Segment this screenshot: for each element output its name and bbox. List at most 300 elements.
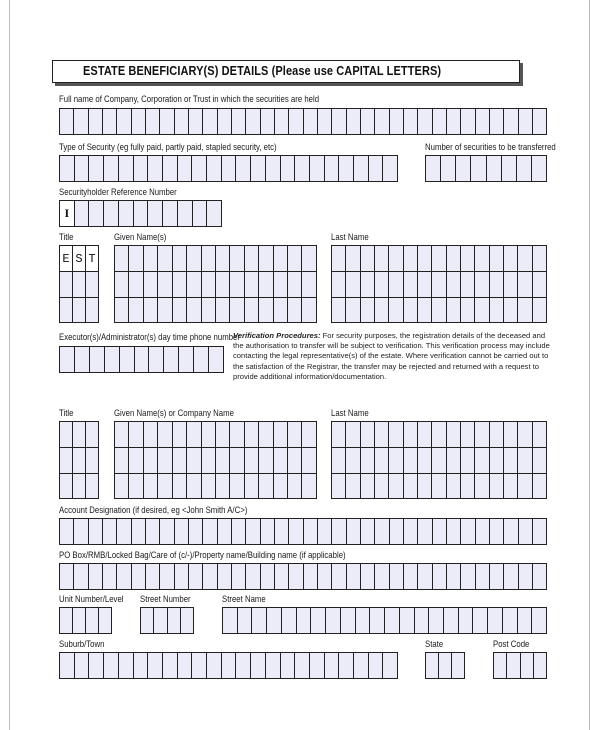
char-box[interactable] bbox=[476, 564, 490, 589]
char-box[interactable] bbox=[339, 156, 354, 181]
char-box[interactable] bbox=[189, 109, 203, 134]
char-box[interactable] bbox=[471, 156, 486, 181]
char-box[interactable] bbox=[332, 246, 346, 271]
char-box[interactable] bbox=[75, 653, 90, 678]
char-box[interactable] bbox=[490, 298, 504, 322]
char-box[interactable] bbox=[175, 109, 189, 134]
char-box[interactable] bbox=[202, 474, 216, 498]
char-box[interactable] bbox=[259, 448, 273, 472]
char-box[interactable] bbox=[187, 422, 201, 447]
char-box[interactable] bbox=[490, 272, 504, 296]
char-box[interactable] bbox=[418, 519, 432, 544]
char-box[interactable] bbox=[282, 608, 297, 633]
char-box[interactable] bbox=[216, 422, 230, 447]
char-box[interactable] bbox=[259, 298, 273, 322]
char-box[interactable] bbox=[104, 653, 119, 678]
char-box[interactable] bbox=[361, 272, 375, 296]
char-box[interactable] bbox=[383, 653, 397, 678]
char-box[interactable] bbox=[259, 474, 273, 498]
char-box[interactable] bbox=[533, 519, 546, 544]
char-box[interactable] bbox=[347, 519, 361, 544]
char-box[interactable] bbox=[461, 564, 475, 589]
char-box[interactable] bbox=[60, 272, 73, 296]
char-box[interactable] bbox=[60, 474, 73, 498]
char-box[interactable] bbox=[361, 564, 375, 589]
char-box[interactable] bbox=[238, 608, 253, 633]
char-box[interactable] bbox=[302, 246, 315, 271]
char-box[interactable] bbox=[218, 564, 232, 589]
char-box[interactable] bbox=[533, 448, 546, 472]
char-box[interactable] bbox=[259, 272, 273, 296]
char-box[interactable] bbox=[117, 519, 131, 544]
char-box[interactable] bbox=[361, 448, 375, 472]
srn-prefix[interactable]: I bbox=[60, 201, 75, 226]
char-box[interactable] bbox=[189, 519, 203, 544]
char-box[interactable] bbox=[230, 474, 244, 498]
char-box[interactable] bbox=[164, 347, 179, 372]
char-box[interactable] bbox=[73, 272, 86, 296]
char-box[interactable] bbox=[158, 422, 172, 447]
char-box[interactable] bbox=[375, 474, 389, 498]
char-box[interactable] bbox=[60, 564, 74, 589]
char-box[interactable] bbox=[89, 653, 104, 678]
char-box[interactable] bbox=[404, 519, 418, 544]
char-box[interactable] bbox=[173, 246, 187, 271]
po-box-field[interactable] bbox=[59, 563, 547, 590]
char-box[interactable] bbox=[490, 474, 504, 498]
char-box[interactable] bbox=[163, 201, 178, 226]
char-box[interactable] bbox=[60, 347, 75, 372]
char-box[interactable] bbox=[203, 109, 217, 134]
char-box[interactable] bbox=[390, 109, 404, 134]
char-box[interactable] bbox=[230, 246, 244, 271]
unit-number-field[interactable] bbox=[59, 607, 112, 634]
char-box[interactable] bbox=[245, 246, 259, 271]
title-grid-1[interactable] bbox=[59, 245, 99, 323]
char-box[interactable] bbox=[375, 246, 389, 271]
char-box[interactable] bbox=[232, 564, 246, 589]
char-box[interactable] bbox=[370, 608, 385, 633]
char-box[interactable] bbox=[119, 201, 134, 226]
char-box[interactable] bbox=[216, 448, 230, 472]
char-box[interactable] bbox=[60, 298, 73, 322]
char-box[interactable] bbox=[504, 246, 518, 271]
char-box[interactable] bbox=[507, 653, 520, 678]
char-box[interactable] bbox=[383, 156, 397, 181]
char-box[interactable] bbox=[302, 298, 315, 322]
char-box[interactable] bbox=[160, 519, 174, 544]
suburb-field[interactable] bbox=[59, 652, 398, 679]
char-box[interactable] bbox=[502, 156, 517, 181]
char-box[interactable] bbox=[533, 298, 546, 322]
char-box[interactable] bbox=[246, 564, 260, 589]
char-box[interactable] bbox=[160, 109, 174, 134]
char-box[interactable] bbox=[369, 653, 384, 678]
char-box[interactable] bbox=[432, 246, 446, 271]
char-box[interactable] bbox=[207, 201, 221, 226]
char-box[interactable] bbox=[461, 109, 475, 134]
char-box[interactable] bbox=[115, 422, 129, 447]
char-box[interactable] bbox=[73, 298, 86, 322]
char-box[interactable] bbox=[369, 156, 384, 181]
char-box[interactable] bbox=[99, 608, 111, 633]
char-box[interactable] bbox=[459, 608, 474, 633]
char-box[interactable] bbox=[404, 109, 418, 134]
char-box[interactable] bbox=[75, 201, 90, 226]
char-box[interactable] bbox=[533, 246, 546, 271]
char-box[interactable] bbox=[179, 347, 194, 372]
char-box[interactable] bbox=[415, 608, 430, 633]
char-box[interactable] bbox=[209, 347, 223, 372]
char-box[interactable] bbox=[222, 156, 237, 181]
char-box[interactable] bbox=[304, 109, 318, 134]
char-box[interactable] bbox=[518, 448, 532, 472]
char-box[interactable] bbox=[86, 272, 98, 296]
char-box[interactable] bbox=[461, 298, 475, 322]
char-box[interactable] bbox=[346, 298, 360, 322]
char-box[interactable] bbox=[104, 201, 119, 226]
char-box[interactable] bbox=[361, 519, 375, 544]
char-box[interactable] bbox=[274, 272, 288, 296]
char-box[interactable] bbox=[160, 564, 174, 589]
street-number-field[interactable] bbox=[140, 607, 194, 634]
char-box[interactable] bbox=[404, 474, 418, 498]
char-box[interactable] bbox=[504, 564, 518, 589]
char-box[interactable] bbox=[158, 448, 172, 472]
char-box[interactable] bbox=[203, 519, 217, 544]
char-box[interactable] bbox=[447, 474, 461, 498]
char-box[interactable] bbox=[60, 653, 75, 678]
char-box[interactable] bbox=[361, 246, 375, 271]
char-box[interactable] bbox=[490, 519, 504, 544]
char-box[interactable] bbox=[89, 156, 104, 181]
char-box[interactable] bbox=[251, 653, 266, 678]
char-box[interactable] bbox=[310, 653, 325, 678]
char-box[interactable] bbox=[74, 519, 88, 544]
char-box[interactable] bbox=[288, 246, 302, 271]
char-box[interactable] bbox=[447, 246, 461, 271]
char-box[interactable] bbox=[245, 474, 259, 498]
char-box[interactable] bbox=[187, 246, 201, 271]
char-box[interactable] bbox=[389, 448, 403, 472]
char-box[interactable] bbox=[519, 519, 533, 544]
char-box[interactable] bbox=[521, 653, 534, 678]
char-box[interactable] bbox=[134, 156, 149, 181]
char-box[interactable] bbox=[288, 298, 302, 322]
char-box[interactable] bbox=[295, 156, 310, 181]
char-box[interactable] bbox=[461, 272, 475, 296]
char-box[interactable] bbox=[532, 608, 546, 633]
char-box[interactable] bbox=[236, 156, 251, 181]
char-box[interactable] bbox=[203, 564, 217, 589]
char-box[interactable] bbox=[432, 474, 446, 498]
char-box[interactable] bbox=[173, 422, 187, 447]
char-box[interactable] bbox=[447, 298, 461, 322]
char-box[interactable] bbox=[218, 109, 232, 134]
char-box[interactable] bbox=[476, 109, 490, 134]
char-box[interactable] bbox=[187, 298, 201, 322]
char-box[interactable] bbox=[375, 519, 389, 544]
char-box[interactable] bbox=[475, 246, 489, 271]
char-box[interactable] bbox=[230, 298, 244, 322]
char-box[interactable] bbox=[346, 448, 360, 472]
char-box[interactable] bbox=[447, 272, 461, 296]
char-box[interactable] bbox=[487, 156, 502, 181]
char-box[interactable] bbox=[60, 448, 73, 472]
char-box[interactable] bbox=[119, 156, 134, 181]
char-box[interactable] bbox=[129, 298, 143, 322]
char-box[interactable] bbox=[456, 156, 471, 181]
char-box[interactable] bbox=[194, 347, 209, 372]
char-box[interactable] bbox=[60, 422, 73, 447]
char-box[interactable] bbox=[115, 448, 129, 472]
char-box[interactable] bbox=[504, 298, 518, 322]
char-box[interactable] bbox=[461, 519, 475, 544]
char-box[interactable] bbox=[173, 474, 187, 498]
char-box[interactable] bbox=[332, 519, 346, 544]
char-box[interactable] bbox=[148, 653, 163, 678]
char-box[interactable] bbox=[504, 474, 518, 498]
char-box[interactable] bbox=[163, 156, 178, 181]
char-box[interactable] bbox=[144, 298, 158, 322]
char-box[interactable] bbox=[354, 653, 369, 678]
char-box[interactable] bbox=[60, 608, 73, 633]
char-box[interactable] bbox=[504, 422, 518, 447]
char-box[interactable] bbox=[202, 298, 216, 322]
char-box[interactable] bbox=[473, 608, 488, 633]
char-box[interactable] bbox=[400, 608, 415, 633]
char-box[interactable] bbox=[532, 156, 546, 181]
char-box[interactable] bbox=[318, 109, 332, 134]
char-box[interactable] bbox=[144, 422, 158, 447]
char-box[interactable] bbox=[281, 156, 296, 181]
char-box[interactable] bbox=[432, 422, 446, 447]
char-box[interactable] bbox=[267, 608, 282, 633]
char-box[interactable] bbox=[418, 564, 432, 589]
char-box[interactable] bbox=[73, 448, 86, 472]
char-box[interactable] bbox=[490, 448, 504, 472]
char-box[interactable] bbox=[533, 272, 546, 296]
char-box[interactable] bbox=[533, 422, 546, 447]
char-box[interactable] bbox=[115, 298, 129, 322]
char-box[interactable] bbox=[173, 298, 187, 322]
char-box[interactable] bbox=[105, 347, 120, 372]
char-box[interactable] bbox=[375, 422, 389, 447]
char-box[interactable] bbox=[115, 246, 129, 271]
account-designation-field[interactable] bbox=[59, 518, 547, 545]
char-box[interactable] bbox=[230, 422, 244, 447]
char-box[interactable] bbox=[475, 272, 489, 296]
char-box[interactable] bbox=[504, 519, 518, 544]
char-box[interactable] bbox=[519, 109, 533, 134]
char-box[interactable] bbox=[86, 474, 98, 498]
char-box[interactable] bbox=[115, 272, 129, 296]
security-type-field[interactable] bbox=[59, 155, 398, 182]
char-box[interactable] bbox=[90, 347, 105, 372]
char-box[interactable] bbox=[347, 109, 361, 134]
char-box[interactable] bbox=[518, 246, 532, 271]
char-box[interactable] bbox=[73, 608, 86, 633]
char-box[interactable] bbox=[490, 246, 504, 271]
char-box[interactable] bbox=[518, 422, 532, 447]
char-box[interactable] bbox=[332, 474, 346, 498]
char-box[interactable] bbox=[297, 608, 312, 633]
char-box[interactable] bbox=[476, 519, 490, 544]
char-box[interactable] bbox=[158, 474, 172, 498]
char-box[interactable] bbox=[404, 246, 418, 271]
char-box[interactable] bbox=[432, 448, 446, 472]
char-box[interactable] bbox=[202, 246, 216, 271]
char-box[interactable] bbox=[236, 653, 251, 678]
char-box[interactable] bbox=[490, 109, 504, 134]
postcode-field[interactable] bbox=[493, 652, 547, 679]
char-box[interactable] bbox=[504, 448, 518, 472]
char-box[interactable] bbox=[490, 564, 504, 589]
char-box[interactable] bbox=[175, 564, 189, 589]
char-box[interactable] bbox=[289, 519, 303, 544]
char-box[interactable] bbox=[173, 448, 187, 472]
char-box[interactable] bbox=[141, 608, 154, 633]
char-box[interactable] bbox=[173, 272, 187, 296]
char-box[interactable] bbox=[447, 564, 461, 589]
char-box[interactable] bbox=[252, 608, 267, 633]
char-box[interactable] bbox=[274, 246, 288, 271]
char-box[interactable] bbox=[259, 422, 273, 447]
char-box[interactable] bbox=[517, 156, 532, 181]
char-box[interactable] bbox=[375, 564, 389, 589]
char-box[interactable] bbox=[461, 422, 475, 447]
char-box[interactable] bbox=[89, 109, 103, 134]
char-box[interactable] bbox=[168, 608, 181, 633]
char-box[interactable] bbox=[452, 653, 464, 678]
char-box[interactable] bbox=[418, 298, 432, 322]
char-box[interactable] bbox=[274, 422, 288, 447]
char-box[interactable] bbox=[192, 653, 207, 678]
char-box[interactable] bbox=[187, 448, 201, 472]
char-box[interactable] bbox=[261, 109, 275, 134]
char-box[interactable] bbox=[104, 156, 119, 181]
char-box[interactable] bbox=[418, 448, 432, 472]
char-box[interactable] bbox=[332, 564, 346, 589]
char-box[interactable] bbox=[60, 109, 74, 134]
char-box[interactable] bbox=[389, 474, 403, 498]
char-box[interactable] bbox=[318, 519, 332, 544]
char-box[interactable] bbox=[441, 156, 456, 181]
phone-field[interactable] bbox=[59, 346, 224, 373]
title-prefill-char[interactable]: T bbox=[86, 246, 98, 271]
char-box[interactable] bbox=[518, 272, 532, 296]
char-box[interactable] bbox=[404, 422, 418, 447]
char-box[interactable] bbox=[134, 201, 149, 226]
char-box[interactable] bbox=[433, 109, 447, 134]
char-box[interactable] bbox=[192, 156, 207, 181]
char-box[interactable] bbox=[218, 519, 232, 544]
char-box[interactable] bbox=[117, 564, 131, 589]
char-box[interactable] bbox=[518, 298, 532, 322]
char-box[interactable] bbox=[375, 272, 389, 296]
char-box[interactable] bbox=[288, 422, 302, 447]
char-box[interactable] bbox=[144, 246, 158, 271]
char-box[interactable] bbox=[86, 298, 98, 322]
char-box[interactable] bbox=[326, 608, 341, 633]
char-box[interactable] bbox=[375, 298, 389, 322]
char-box[interactable] bbox=[533, 109, 546, 134]
char-box[interactable] bbox=[275, 519, 289, 544]
char-box[interactable] bbox=[274, 298, 288, 322]
char-box[interactable] bbox=[404, 448, 418, 472]
char-box[interactable] bbox=[216, 298, 230, 322]
char-box[interactable] bbox=[281, 653, 296, 678]
char-box[interactable] bbox=[202, 422, 216, 447]
char-box[interactable] bbox=[245, 448, 259, 472]
char-box[interactable] bbox=[132, 519, 146, 544]
char-box[interactable] bbox=[426, 156, 441, 181]
char-box[interactable] bbox=[533, 474, 546, 498]
char-box[interactable] bbox=[189, 564, 203, 589]
char-box[interactable] bbox=[246, 519, 260, 544]
char-box[interactable] bbox=[332, 422, 346, 447]
char-box[interactable] bbox=[245, 422, 259, 447]
char-box[interactable] bbox=[275, 564, 289, 589]
char-box[interactable] bbox=[295, 653, 310, 678]
char-box[interactable] bbox=[178, 156, 193, 181]
char-box[interactable] bbox=[75, 347, 90, 372]
char-box[interactable] bbox=[346, 272, 360, 296]
char-box[interactable] bbox=[117, 109, 131, 134]
char-box[interactable] bbox=[432, 272, 446, 296]
char-box[interactable] bbox=[404, 564, 418, 589]
char-box[interactable] bbox=[89, 564, 103, 589]
char-box[interactable] bbox=[304, 564, 318, 589]
char-box[interactable] bbox=[461, 474, 475, 498]
char-box[interactable] bbox=[339, 653, 354, 678]
given-name-grid-1[interactable] bbox=[114, 245, 317, 323]
char-box[interactable] bbox=[144, 272, 158, 296]
char-box[interactable] bbox=[146, 564, 160, 589]
char-box[interactable] bbox=[86, 422, 98, 447]
char-box[interactable] bbox=[447, 448, 461, 472]
char-box[interactable] bbox=[375, 448, 389, 472]
char-box[interactable] bbox=[181, 608, 193, 633]
char-box[interactable] bbox=[129, 422, 143, 447]
char-box[interactable] bbox=[288, 448, 302, 472]
char-box[interactable] bbox=[74, 564, 88, 589]
char-box[interactable] bbox=[302, 474, 315, 498]
char-box[interactable] bbox=[129, 272, 143, 296]
char-box[interactable] bbox=[332, 272, 346, 296]
char-box[interactable] bbox=[202, 448, 216, 472]
street-name-field[interactable] bbox=[222, 607, 547, 634]
title-grid-2[interactable] bbox=[59, 421, 99, 499]
char-box[interactable] bbox=[103, 109, 117, 134]
char-box[interactable] bbox=[361, 109, 375, 134]
char-box[interactable] bbox=[178, 653, 193, 678]
char-box[interactable] bbox=[144, 474, 158, 498]
char-box[interactable] bbox=[444, 608, 459, 633]
char-box[interactable] bbox=[89, 519, 103, 544]
title-prefill-char[interactable]: S bbox=[73, 246, 86, 271]
char-box[interactable] bbox=[318, 564, 332, 589]
given-name-grid-2[interactable] bbox=[114, 421, 317, 499]
char-box[interactable] bbox=[115, 474, 129, 498]
char-box[interactable] bbox=[389, 298, 403, 322]
char-box[interactable] bbox=[245, 272, 259, 296]
char-box[interactable] bbox=[187, 474, 201, 498]
char-box[interactable] bbox=[432, 298, 446, 322]
char-box[interactable] bbox=[504, 272, 518, 296]
char-box[interactable] bbox=[533, 564, 546, 589]
char-box[interactable] bbox=[275, 109, 289, 134]
